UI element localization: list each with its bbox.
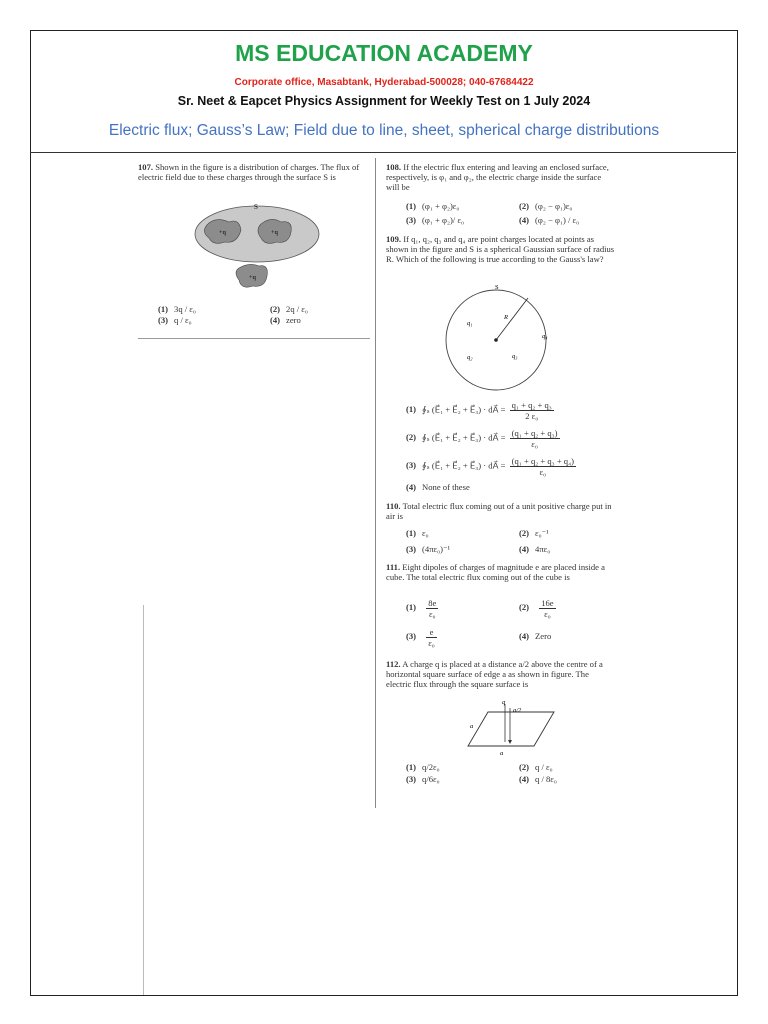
q107-option-4[interactable]: (4) zero bbox=[270, 315, 301, 325]
academy-title: MS EDUCATION ACADEMY bbox=[235, 40, 533, 66]
q109-option-4[interactable]: (4) None of these bbox=[406, 482, 470, 492]
q108-text bbox=[386, 162, 616, 193]
q111-option-3[interactable]: (3) $\frac{e}{\text{ε₀}}$ bbox=[406, 627, 435, 648]
q112-charge-label: q bbox=[502, 699, 506, 706]
q108-statement: If the electric flux entering and leaving an enclosed surface, respectively, is φ₁ and φ₂, the electric charge inside the surface will be bbox=[386, 162, 609, 193]
q111-option-4[interactable]: (4) Zero bbox=[519, 631, 552, 641]
q109-text bbox=[386, 234, 616, 265]
q109-charge-q4: q₄ bbox=[542, 333, 548, 340]
q112-text bbox=[386, 659, 616, 690]
q110-option-3[interactable]: (3) (4πε₀)⁻¹ bbox=[406, 544, 451, 554]
q107-text bbox=[138, 162, 368, 182]
q110-option-2[interactable]: (2) ε₀⁻¹ bbox=[519, 528, 549, 538]
q107-charge-2: +q bbox=[271, 229, 278, 236]
q112-number: 112. bbox=[386, 659, 401, 669]
q112-option-3[interactable]: (3) q/6ε₀ bbox=[406, 774, 440, 784]
q112-figure bbox=[462, 696, 562, 758]
q107-option-3[interactable]: (3) q / ε₀ bbox=[158, 315, 192, 325]
q112-option-2[interactable]: (2) q / ε₀ bbox=[519, 762, 553, 772]
arrow-head bbox=[508, 740, 512, 744]
q108-option-3[interactable]: (3) (φ₁ + φ₂)/ ε₀ bbox=[406, 215, 464, 225]
q107-surface-label: S bbox=[254, 203, 258, 211]
q107-charge-3: +q bbox=[249, 274, 256, 281]
q108-option-2[interactable]: (2) (φ₂ − φ₁)ε₀ bbox=[519, 201, 573, 211]
q109-charge-q1: q₁ bbox=[467, 320, 473, 327]
q111-option-1[interactable]: (1) $\frac{8e}{\text{ε₀}}$ bbox=[406, 598, 437, 619]
q112-half-label: a/2 bbox=[513, 707, 522, 714]
q111-option-2[interactable]: (2) $\frac{16e}{\text{ε₀}}$ bbox=[519, 598, 554, 619]
q111-number: 111. bbox=[386, 562, 401, 572]
margin-line bbox=[143, 605, 144, 995]
sphere-centre bbox=[494, 338, 498, 342]
q112-edge-label-side: a bbox=[470, 723, 474, 730]
q107-number: 107. bbox=[138, 162, 154, 172]
q110-statement: Total electric flux coming out of a unit positive charge put in air is bbox=[386, 501, 612, 522]
q108-option-4[interactable]: (4) (φ₂ − φ₁) / ε₀ bbox=[519, 215, 580, 225]
q107-option-1[interactable]: (1) 3q / ε₀ bbox=[158, 304, 196, 314]
q109-radius-label: R bbox=[504, 314, 508, 321]
q110-text bbox=[386, 501, 616, 521]
q108-option-1[interactable]: (1) (φ₁ + φ₂)ε₀ bbox=[406, 201, 460, 211]
q109-charge-q3: q₃ bbox=[512, 353, 518, 360]
q112-option-4[interactable]: (4) q / 8ε₀ bbox=[519, 774, 557, 784]
q109-figure bbox=[440, 282, 565, 394]
assignment-title: Sr. Neet & Eapcet Physics Assignment for Weekly Test on 1 July 2024 bbox=[177, 94, 591, 108]
q110-option-4[interactable]: (4) 4πε₀ bbox=[519, 544, 551, 554]
q107-charge-1: +q bbox=[219, 229, 226, 236]
q107-option-2[interactable]: (2) 2q / ε₀ bbox=[270, 304, 308, 314]
topics-heading: Electric flux; Gauss’s Law; Field due to line, sheet, spherical charge distributions bbox=[108, 122, 660, 139]
q108-number: 108. bbox=[386, 162, 402, 172]
corporate-office: Corporate office, Masabtank, Hyderabad-500028; 040-67684422 bbox=[234, 77, 534, 88]
q112-statement: A charge q is placed at a distance a/2 above the centre of a horizontal square surface of edge a as shown in figure. The electric flux through the square surface is bbox=[386, 659, 603, 690]
header-divider bbox=[30, 152, 736, 153]
q111-statement: Eight dipoles of charges of magnitude e are placed inside a cube. The total electric flux coming out of the cube is bbox=[386, 562, 605, 583]
q109-statement: If q₁, q₂, q₃ and q₄ are point charges located at points as shown in the figure and S is a spherical Gaussian surface of radius R. Which of the following is true according to the Gauss's law? bbox=[386, 234, 615, 265]
q107-figure bbox=[185, 200, 335, 295]
q109-option-3[interactable]: (3) ∮ₛ (E⃗₁ + E⃗₂ + E⃗₃) · dA⃗ = $\frac{\text{(q₁ + q₂ + q₃ + q₄)}}{\text{ε₀}}$ bbox=[406, 456, 574, 477]
q110-number: 110. bbox=[386, 501, 401, 511]
q109-charge-q2: q₂ bbox=[467, 354, 473, 361]
q109-surface-label: S bbox=[495, 284, 499, 291]
q112-edge-label-bottom: a bbox=[500, 750, 504, 757]
q110-option-1[interactable]: (1) ε₀ bbox=[406, 528, 429, 538]
column-divider bbox=[375, 158, 376, 808]
q112-option-1[interactable]: (1) q/2ε₀ bbox=[406, 762, 440, 772]
radius-line bbox=[496, 298, 528, 340]
q109-option-1[interactable]: (1) ∮ₛ (E⃗₁ + E⃗₂ + E⃗₃) · dA⃗ = $\frac{\text{q₁ + q₂ + q₃}}{\text{2 ε₀}}$ bbox=[406, 400, 552, 421]
q107-statement: Shown in the figure is a distribution of charges. The flux of electric field due to these charges through the surface S is bbox=[138, 162, 360, 183]
q107-end-rule bbox=[138, 338, 370, 339]
page-border bbox=[30, 30, 738, 996]
q109-option-2[interactable]: (2) ∮ₛ (E⃗₁ + E⃗₂ + E⃗₃) · dA⃗ = $\frac{\text{(q₁ + q₂ + q₃)}}{\text{ε₀}}$ bbox=[406, 428, 558, 449]
q111-text bbox=[386, 562, 616, 582]
q109-number: 109. bbox=[386, 234, 402, 244]
